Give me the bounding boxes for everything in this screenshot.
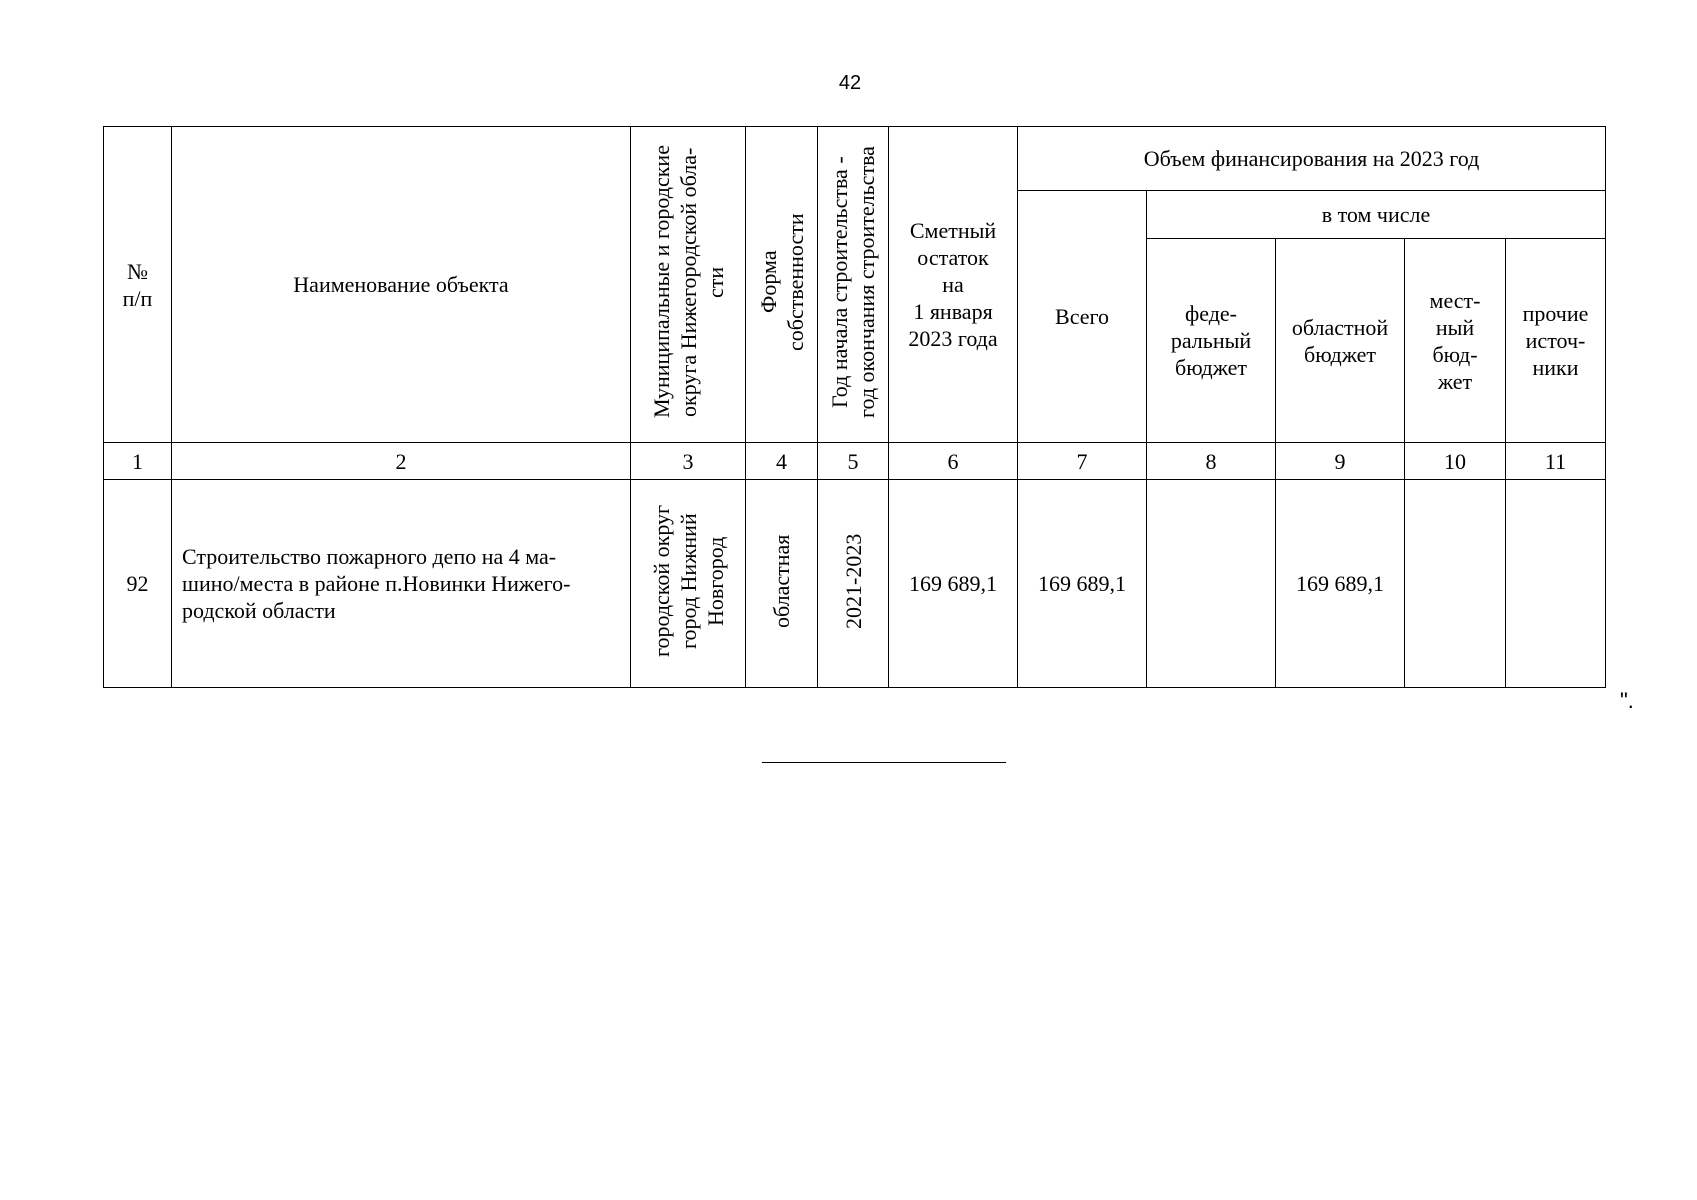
header-municipality [631, 127, 746, 443]
header-federal [1147, 239, 1276, 443]
header-num-text: № п/п [122, 258, 153, 311]
header-remainder [889, 127, 1018, 443]
header-including [1147, 191, 1606, 239]
row-total: 169 689,1 [1018, 480, 1147, 688]
column-numbers-row [104, 443, 1606, 480]
page-number: 42 [838, 72, 862, 94]
row-other [1506, 480, 1606, 688]
column-number: 10 [1405, 443, 1506, 480]
header-federal-text: феде- ральный бюджет [1170, 301, 1252, 380]
column-number: 9 [1276, 443, 1405, 480]
header-regional-text: областной бюджет [1291, 314, 1389, 367]
row-regional: 169 689,1 [1276, 480, 1405, 688]
header-num [104, 127, 172, 443]
header-local-text: мест- ный бюд- жет [1429, 287, 1481, 394]
header-local [1405, 239, 1506, 443]
column-number: 2 [172, 443, 631, 480]
row-years-text: 2021-2023 [840, 532, 866, 629]
header-name-text: Наименование объекта [293, 272, 509, 297]
header-total [1018, 191, 1147, 443]
header-name [172, 127, 631, 443]
row-ownership-text: областная [769, 533, 794, 628]
row-num: 92 [104, 480, 172, 688]
row-name-text: Строительство пожарного депо на 4 ма- шино/места в районе п.Новинки Нижего- родской области [182, 544, 571, 623]
column-number: 1 [104, 443, 172, 480]
table-row [104, 480, 1606, 688]
header-years-text: Год начала строительства - год окончания строительства [827, 145, 879, 418]
row-municipality [631, 480, 746, 688]
row-years [818, 480, 889, 688]
header-years [818, 127, 889, 443]
header-regional [1276, 239, 1405, 443]
header-remainder-text: Сметный остаток на 1 января 2023 года [908, 218, 998, 351]
end-rule [762, 762, 1006, 763]
header-total-text: Всего [1055, 304, 1109, 329]
row-local [1405, 480, 1506, 688]
construction-financing-table [103, 126, 1606, 688]
row-remainder: 169 689,1 [889, 480, 1018, 688]
header-other [1506, 239, 1606, 443]
header-financing-group-text: Объем финансирования на 2023 год [1143, 146, 1480, 171]
closing-quote: ". [1620, 688, 1634, 713]
column-number: 6 [889, 443, 1018, 480]
column-number: 5 [818, 443, 889, 480]
row-federal [1147, 480, 1276, 688]
header-including-text: в том числе [1321, 202, 1431, 227]
column-number: 11 [1506, 443, 1606, 480]
header-ownership [746, 127, 818, 443]
row-name [172, 480, 631, 688]
column-number: 3 [631, 443, 746, 480]
header-ownership-text: Форма собственности [755, 212, 808, 351]
column-number: 8 [1147, 443, 1276, 480]
header-other-text: прочие источ- ники [1522, 301, 1589, 380]
header-municipality-text: Муниципальные и городские округа Нижегородской обла- сти [648, 145, 728, 418]
header-financing-group [1018, 127, 1606, 191]
column-number: 7 [1018, 443, 1147, 480]
row-ownership [746, 480, 818, 688]
row-municipality-text: городской округ город Нижний Новгород [648, 504, 728, 657]
column-number: 4 [746, 443, 818, 480]
